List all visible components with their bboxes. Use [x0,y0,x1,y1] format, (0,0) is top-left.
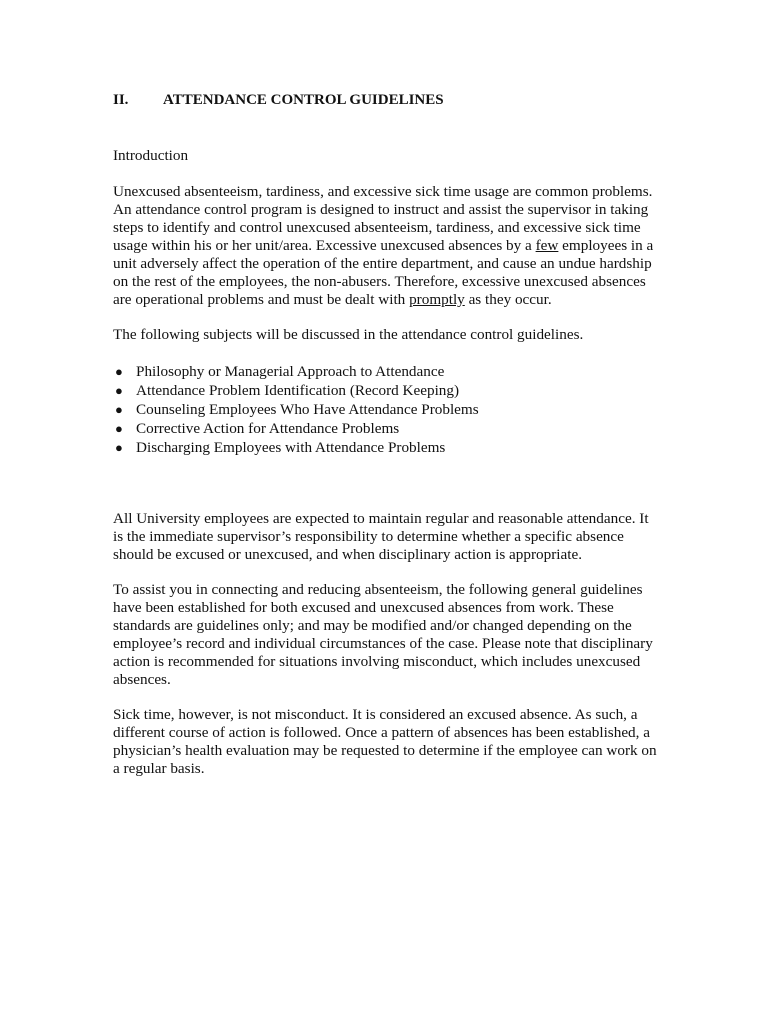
text-line: absences. [113,671,171,688]
text-line: Unexcused absenteeism, tardiness, and excessive sick time usage are common problems. [113,183,653,200]
text-line: unit adversely affect the operation of the entire department, and cause an undue hardship [113,255,652,272]
paragraph-attendance-expectation [113,510,649,564]
paragraph-general-guidelines [113,581,653,689]
text-line: All University employees are expected to maintain regular and reasonable attendance. It [113,510,649,527]
text-line: Sick time, however, is not misconduct. It is considered an excused absence. As such, a [113,706,638,723]
section-title: ATTENDANCE CONTROL GUIDELINES [163,92,444,108]
paragraph-sick-time [113,706,657,778]
bullet-icon: ● [115,402,123,417]
text-line: employee’s record and individual circumstances of the case. Please note that disciplinary [113,635,653,652]
subjects-list [113,362,479,457]
text-line: different course of action is followed. Once a pattern of absences has been established, a [113,724,650,741]
text-line: have been established for both excused and unexcused absences from work. These [113,599,614,616]
bullet-icon: ● [115,383,123,398]
text-line: is the immediate supervisor’s responsibility to determine whether a specific absence [113,528,624,545]
text-line: on the rest of the employees, the non-abusers. Therefore, excessive unexcused absences [113,273,646,290]
list-item: ● Philosophy or Managerial Approach to Attendance [115,363,445,380]
text-line: physician’s health evaluation may be requested to determine if the employee can work on [113,742,657,759]
text-line: should be excused or unexcused, and when disciplinary action is appropriate. [113,546,582,563]
text-line: An attendance control program is designed to instruct and assist the supervisor in taking [113,201,649,218]
section-heading [113,92,444,109]
underlined-word-few: few [535,237,559,254]
list-item: ● Corrective Action for Attendance Problems [115,420,400,437]
bullet-icon: ● [115,440,123,455]
bullet-icon: ● [115,421,123,436]
text-line: To assist you in connecting and reducing absenteeism, the following general guidelines [113,581,643,598]
bullet-icon: ● [115,364,123,379]
text-line: a regular basis. [113,760,205,777]
paragraph-introduction [113,183,653,309]
list-item: ● Counseling Employees Who Have Attendance Problems [115,401,479,418]
subjects-intro: The following subjects will be discussed in the attendance control guidelines. [113,326,584,343]
text-line: are operational problems and must be dealt with promptly as they occur. [113,291,552,308]
text-line: standards are guidelines only; and may be modified and/or changed depending on the [113,617,632,634]
section-number: II. [113,92,129,108]
list-item: ● Discharging Employees with Attendance Problems [115,439,446,456]
underlined-word-promptly: promptly [409,291,465,308]
text-line: action is recommended for situations involving misconduct, which includes unexcused [113,653,641,670]
text-line: steps to identify and control unexcused absenteeism, tardiness, and excessive sick time [113,219,641,236]
list-item: ● Attendance Problem Identification (Record Keeping) [115,382,460,399]
introduction-label: Introduction [113,147,189,164]
text-line: usage within his or her unit/area. Excessive unexcused absences by a few employees in a [113,237,654,254]
